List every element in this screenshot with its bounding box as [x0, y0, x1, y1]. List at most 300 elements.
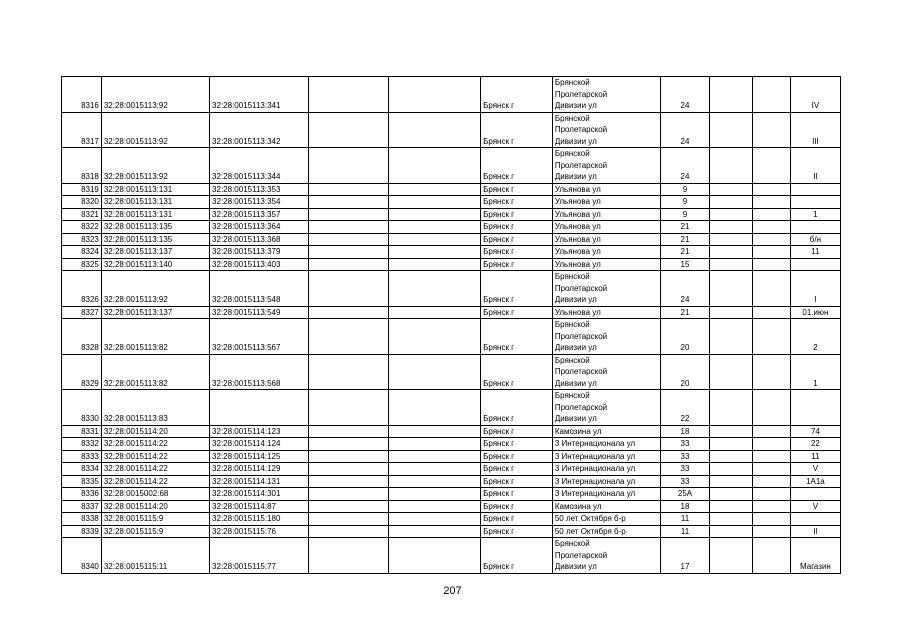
- cadastral-block-cell: 32:28:0015114:22: [101, 463, 209, 476]
- empty-cell: [309, 183, 389, 196]
- street-cell: Ульянова ул: [552, 208, 660, 221]
- row-number-cell: 8323: [62, 233, 102, 246]
- city-cell: Брянск г: [481, 306, 553, 319]
- empty-cell: [709, 258, 752, 271]
- table-row: [62, 148, 841, 184]
- premises-cell: II: [790, 148, 840, 184]
- house-number-cell: 9: [661, 208, 710, 221]
- street-cell: Ульянова ул: [552, 258, 660, 271]
- street-cell: Брянской Пролетарской Дивизии ул: [552, 390, 660, 426]
- house-number-cell: 25А: [661, 488, 710, 501]
- empty-cell: [753, 475, 791, 488]
- cadastral-number-cell: 32:28:0015113:344: [210, 148, 309, 184]
- empty-cell: [753, 208, 791, 221]
- table-row: [62, 513, 841, 526]
- row-number-cell: 8336: [62, 488, 102, 501]
- empty-cell: [388, 77, 480, 113]
- street-cell: Камозина ул: [552, 425, 660, 438]
- premises-cell: 1А1а: [790, 475, 840, 488]
- empty-cell: [753, 425, 791, 438]
- empty-cell: [709, 488, 752, 501]
- street-cell: 3 Интернационала ул: [552, 463, 660, 476]
- table-row: [62, 525, 841, 538]
- house-number-cell: 18: [661, 425, 710, 438]
- city-cell: Брянск г: [481, 183, 553, 196]
- empty-cell: [388, 148, 480, 184]
- empty-cell: [309, 271, 389, 307]
- city-cell: Брянск г: [481, 438, 553, 451]
- cadastral-block-cell: 32:28:0015113:83: [101, 390, 209, 426]
- row-number-cell: 8338: [62, 513, 102, 526]
- table-row: [62, 196, 841, 209]
- row-number-cell: 8334: [62, 463, 102, 476]
- house-number-cell: 22: [661, 390, 710, 426]
- cadastral-block-cell: 32:28:0015113:131: [101, 183, 209, 196]
- street-cell: Брянской Пролетарской Дивизии ул: [552, 319, 660, 355]
- row-number-cell: 8333: [62, 450, 102, 463]
- city-cell: Брянск г: [481, 148, 553, 184]
- empty-cell: [388, 425, 480, 438]
- row-number-cell: 8321: [62, 208, 102, 221]
- table-row: [62, 208, 841, 221]
- street-cell: Ульянова ул: [552, 196, 660, 209]
- cadastral-number-cell: 32:28:0015113:364: [210, 221, 309, 234]
- empty-cell: [309, 438, 389, 451]
- cadastral-number-cell: 32:28:0015115:76: [210, 525, 309, 538]
- row-number-cell: 8316: [62, 77, 102, 113]
- city-cell: Брянск г: [481, 221, 553, 234]
- house-number-cell: 21: [661, 233, 710, 246]
- premises-cell: [790, 183, 840, 196]
- city-cell: Брянск г: [481, 112, 553, 148]
- row-number-cell: 8324: [62, 246, 102, 259]
- cadastral-block-cell: 32:28:0015113:137: [101, 306, 209, 319]
- empty-cell: [709, 525, 752, 538]
- row-number-cell: 8317: [62, 112, 102, 148]
- table-row: [62, 488, 841, 501]
- house-number-cell: 9: [661, 196, 710, 209]
- cadastral-number-cell: 32:28:0015114:87: [210, 500, 309, 513]
- city-cell: Брянск г: [481, 208, 553, 221]
- cadastral-block-cell: 32:28:0015113:131: [101, 196, 209, 209]
- street-cell: Брянской Пролетарской Дивизии ул: [552, 271, 660, 307]
- city-cell: Брянск г: [481, 77, 553, 113]
- empty-cell: [309, 221, 389, 234]
- city-cell: Брянск г: [481, 488, 553, 501]
- table-row: [62, 246, 841, 259]
- premises-cell: 1: [790, 354, 840, 390]
- street-cell: 3 Интернационала ул: [552, 475, 660, 488]
- empty-cell: [753, 183, 791, 196]
- city-cell: Брянск г: [481, 450, 553, 463]
- city-cell: Брянск г: [481, 500, 553, 513]
- table-row: [62, 500, 841, 513]
- empty-cell: [709, 319, 752, 355]
- premises-cell: 01.июн: [790, 306, 840, 319]
- empty-cell: [753, 450, 791, 463]
- cadastral-number-cell: 32:28:0015113:353: [210, 183, 309, 196]
- cadastral-number-cell: 32:28:0015114:123: [210, 425, 309, 438]
- empty-cell: [388, 354, 480, 390]
- street-cell: 3 Интернационала ул: [552, 450, 660, 463]
- premises-cell: 2: [790, 319, 840, 355]
- cadastral-block-cell: 32:28:0015115:9: [101, 525, 209, 538]
- cadastral-block-cell: 32:28:0015114:20: [101, 500, 209, 513]
- empty-cell: [388, 233, 480, 246]
- empty-cell: [753, 488, 791, 501]
- empty-cell: [309, 148, 389, 184]
- street-cell: Брянской Пролетарской Дивизии ул: [552, 148, 660, 184]
- table-row: [62, 475, 841, 488]
- row-number-cell: 8337: [62, 500, 102, 513]
- premises-cell: б/н: [790, 233, 840, 246]
- empty-cell: [388, 112, 480, 148]
- premises-cell: V: [790, 500, 840, 513]
- empty-cell: [309, 258, 389, 271]
- empty-cell: [309, 319, 389, 355]
- empty-cell: [753, 271, 791, 307]
- street-cell: Ульянова ул: [552, 233, 660, 246]
- cadastral-block-cell: 32:28:0015113:92: [101, 112, 209, 148]
- empty-cell: [709, 233, 752, 246]
- empty-cell: [388, 221, 480, 234]
- cadastral-number-cell: 32:28:0015113:549: [210, 306, 309, 319]
- row-number-cell: 8340: [62, 538, 102, 574]
- cadastral-number-cell: 32:28:0015115:180: [210, 513, 309, 526]
- premises-cell: [790, 258, 840, 271]
- empty-cell: [388, 450, 480, 463]
- empty-cell: [388, 183, 480, 196]
- empty-cell: [709, 246, 752, 259]
- city-cell: Брянск г: [481, 233, 553, 246]
- table-row: [62, 77, 841, 113]
- empty-cell: [753, 233, 791, 246]
- premises-cell: III: [790, 112, 840, 148]
- street-cell: 50 лет Октября б-р: [552, 513, 660, 526]
- empty-cell: [709, 183, 752, 196]
- cadastral-number-cell: 32:28:0015113:341: [210, 77, 309, 113]
- empty-cell: [753, 306, 791, 319]
- table-row: [62, 538, 841, 574]
- house-number-cell: 21: [661, 221, 710, 234]
- table-row: [62, 271, 841, 307]
- premises-cell: 11: [790, 450, 840, 463]
- city-cell: Брянск г: [481, 513, 553, 526]
- table-row: [62, 354, 841, 390]
- cadastral-number-cell: 32:28:0015113:567: [210, 319, 309, 355]
- street-cell: Ульянова ул: [552, 221, 660, 234]
- premises-cell: [790, 488, 840, 501]
- empty-cell: [753, 148, 791, 184]
- street-cell: Ульянова ул: [552, 183, 660, 196]
- cadastral-block-cell: 32:28:0015113:92: [101, 77, 209, 113]
- house-number-cell: 33: [661, 450, 710, 463]
- empty-cell: [753, 513, 791, 526]
- empty-cell: [753, 354, 791, 390]
- empty-cell: [709, 271, 752, 307]
- empty-cell: [709, 500, 752, 513]
- premises-cell: 11: [790, 246, 840, 259]
- row-number-cell: 8326: [62, 271, 102, 307]
- house-number-cell: 11: [661, 513, 710, 526]
- premises-cell: [790, 513, 840, 526]
- city-cell: Брянск г: [481, 525, 553, 538]
- empty-cell: [709, 112, 752, 148]
- empty-cell: [309, 196, 389, 209]
- city-cell: Брянск г: [481, 354, 553, 390]
- empty-cell: [388, 438, 480, 451]
- empty-cell: [753, 77, 791, 113]
- empty-cell: [709, 196, 752, 209]
- cadastral-number-cell: 32:28:0015113:357: [210, 208, 309, 221]
- empty-cell: [753, 500, 791, 513]
- row-number-cell: 8329: [62, 354, 102, 390]
- cadastral-number-cell: 32:28:0015114:131: [210, 475, 309, 488]
- premises-cell: IV: [790, 77, 840, 113]
- cadastral-number-cell: 32:28:0015113:403: [210, 258, 309, 271]
- empty-cell: [709, 77, 752, 113]
- table-row: [62, 221, 841, 234]
- empty-cell: [709, 513, 752, 526]
- empty-cell: [309, 463, 389, 476]
- street-cell: Брянской Пролетарской Дивизии ул: [552, 77, 660, 113]
- premises-cell: Магазин: [790, 538, 840, 574]
- empty-cell: [709, 306, 752, 319]
- city-cell: Брянск г: [481, 425, 553, 438]
- cadastral-number-cell: 32:28:0015113:354: [210, 196, 309, 209]
- empty-cell: [709, 438, 752, 451]
- empty-cell: [753, 258, 791, 271]
- empty-cell: [753, 221, 791, 234]
- empty-cell: [709, 463, 752, 476]
- empty-cell: [388, 319, 480, 355]
- city-cell: Брянск г: [481, 390, 553, 426]
- street-cell: 3 Интернационала ул: [552, 438, 660, 451]
- premises-cell: [790, 221, 840, 234]
- table-row: [62, 425, 841, 438]
- empty-cell: [753, 390, 791, 426]
- house-number-cell: 18: [661, 500, 710, 513]
- empty-cell: [388, 488, 480, 501]
- premises-cell: 74: [790, 425, 840, 438]
- table-row: [62, 450, 841, 463]
- house-number-cell: 21: [661, 246, 710, 259]
- table-row: [62, 438, 841, 451]
- cadastral-block-cell: 32:28:0015113:92: [101, 271, 209, 307]
- house-number-cell: 33: [661, 438, 710, 451]
- city-cell: Брянск г: [481, 271, 553, 307]
- cadastral-number-cell: 32:28:0015113:368: [210, 233, 309, 246]
- house-number-cell: 15: [661, 258, 710, 271]
- street-cell: Камозина ул: [552, 500, 660, 513]
- house-number-cell: 11: [661, 525, 710, 538]
- premises-cell: [790, 196, 840, 209]
- empty-cell: [388, 246, 480, 259]
- cadastral-number-cell: 32:28:0015113:568: [210, 354, 309, 390]
- empty-cell: [309, 525, 389, 538]
- table-row: [62, 183, 841, 196]
- cadastral-block-cell: 32:28:0015114:22: [101, 438, 209, 451]
- row-number-cell: 8328: [62, 319, 102, 355]
- empty-cell: [388, 306, 480, 319]
- empty-cell: [709, 221, 752, 234]
- empty-cell: [309, 475, 389, 488]
- empty-cell: [388, 538, 480, 574]
- row-number-cell: 8318: [62, 148, 102, 184]
- cadastral-number-cell: [210, 390, 309, 426]
- property-table: [61, 76, 841, 574]
- city-cell: Брянск г: [481, 319, 553, 355]
- empty-cell: [388, 196, 480, 209]
- cadastral-block-cell: 32:28:0015113:82: [101, 319, 209, 355]
- empty-cell: [309, 450, 389, 463]
- city-cell: Брянск г: [481, 196, 553, 209]
- empty-cell: [709, 475, 752, 488]
- empty-cell: [753, 196, 791, 209]
- empty-cell: [309, 246, 389, 259]
- empty-cell: [753, 319, 791, 355]
- empty-cell: [709, 425, 752, 438]
- empty-cell: [309, 233, 389, 246]
- street-cell: Брянской Пролетарской Дивизии ул: [552, 538, 660, 574]
- cadastral-number-cell: 32:28:0015113:342: [210, 112, 309, 148]
- house-number-cell: 33: [661, 475, 710, 488]
- cadastral-number-cell: 32:28:0015114:129: [210, 463, 309, 476]
- row-number-cell: 8331: [62, 425, 102, 438]
- empty-cell: [309, 354, 389, 390]
- empty-cell: [388, 475, 480, 488]
- empty-cell: [388, 271, 480, 307]
- row-number-cell: 8325: [62, 258, 102, 271]
- street-cell: 50 лет Октября б-р: [552, 525, 660, 538]
- cadastral-block-cell: 32:28:0015113:131: [101, 208, 209, 221]
- cadastral-block-cell: 32:28:0015114:22: [101, 475, 209, 488]
- house-number-cell: 20: [661, 319, 710, 355]
- empty-cell: [388, 513, 480, 526]
- cadastral-block-cell: 32:28:0015113:92: [101, 148, 209, 184]
- empty-cell: [753, 438, 791, 451]
- house-number-cell: 33: [661, 463, 710, 476]
- empty-cell: [753, 538, 791, 574]
- row-number-cell: 8339: [62, 525, 102, 538]
- empty-cell: [309, 500, 389, 513]
- cadastral-block-cell: 32:28:0015113:135: [101, 221, 209, 234]
- row-number-cell: 8332: [62, 438, 102, 451]
- cadastral-number-cell: 32:28:0015113:379: [210, 246, 309, 259]
- premises-cell: 22: [790, 438, 840, 451]
- empty-cell: [309, 208, 389, 221]
- premises-cell: II: [790, 525, 840, 538]
- street-cell: Ульянова ул: [552, 306, 660, 319]
- premises-cell: V: [790, 463, 840, 476]
- empty-cell: [388, 500, 480, 513]
- cadastral-block-cell: 32:28:0015114:20: [101, 425, 209, 438]
- street-cell: Брянской Пролетарской Дивизии ул: [552, 112, 660, 148]
- cadastral-block-cell: 32:28:0015115:9: [101, 513, 209, 526]
- row-number-cell: 8320: [62, 196, 102, 209]
- empty-cell: [309, 390, 389, 426]
- empty-cell: [388, 390, 480, 426]
- city-cell: Брянск г: [481, 246, 553, 259]
- city-cell: Брянск г: [481, 475, 553, 488]
- street-cell: Брянской Пролетарской Дивизии ул: [552, 354, 660, 390]
- house-number-cell: 9: [661, 183, 710, 196]
- house-number-cell: 20: [661, 354, 710, 390]
- empty-cell: [309, 513, 389, 526]
- row-number-cell: 8327: [62, 306, 102, 319]
- house-number-cell: 21: [661, 306, 710, 319]
- empty-cell: [709, 450, 752, 463]
- empty-cell: [309, 77, 389, 113]
- cadastral-number-cell: 32:28:0015113:548: [210, 271, 309, 307]
- empty-cell: [388, 463, 480, 476]
- house-number-cell: 24: [661, 148, 710, 184]
- table-row: [62, 319, 841, 355]
- row-number-cell: 8335: [62, 475, 102, 488]
- row-number-cell: 8319: [62, 183, 102, 196]
- empty-cell: [388, 525, 480, 538]
- empty-cell: [709, 208, 752, 221]
- empty-cell: [753, 112, 791, 148]
- cadastral-block-cell: 32:28:0015115:11: [101, 538, 209, 574]
- house-number-cell: 24: [661, 112, 710, 148]
- cadastral-block-cell: 32:28:0015113:140: [101, 258, 209, 271]
- cadastral-block-cell: 32:28:0015113:137: [101, 246, 209, 259]
- house-number-cell: 24: [661, 77, 710, 113]
- empty-cell: [388, 208, 480, 221]
- empty-cell: [309, 488, 389, 501]
- premises-cell: [790, 390, 840, 426]
- empty-cell: [753, 463, 791, 476]
- empty-cell: [753, 246, 791, 259]
- row-number-cell: 8322: [62, 221, 102, 234]
- row-number-cell: 8330: [62, 390, 102, 426]
- cadastral-block-cell: 32:28:0015113:82: [101, 354, 209, 390]
- premises-cell: I: [790, 271, 840, 307]
- table-row: [62, 233, 841, 246]
- house-number-cell: 24: [661, 271, 710, 307]
- empty-cell: [709, 354, 752, 390]
- cadastral-number-cell: 32:28:0015114:301: [210, 488, 309, 501]
- empty-cell: [709, 538, 752, 574]
- city-cell: Брянск г: [481, 463, 553, 476]
- cadastral-block-cell: 32:28:0015002:68: [101, 488, 209, 501]
- premises-cell: 1: [790, 208, 840, 221]
- empty-cell: [309, 112, 389, 148]
- table-row: [62, 390, 841, 426]
- table-row: [62, 306, 841, 319]
- house-number-cell: 17: [661, 538, 710, 574]
- table-row: [62, 112, 841, 148]
- city-cell: Брянск г: [481, 258, 553, 271]
- street-cell: 3 Интернационала ул: [552, 488, 660, 501]
- street-cell: Ульянова ул: [552, 246, 660, 259]
- cadastral-number-cell: 32:28:0015114:124: [210, 438, 309, 451]
- empty-cell: [309, 306, 389, 319]
- table-row: [62, 258, 841, 271]
- empty-cell: [388, 258, 480, 271]
- cadastral-block-cell: 32:28:0015113:135: [101, 233, 209, 246]
- empty-cell: [309, 538, 389, 574]
- cadastral-number-cell: 32:28:0015114:125: [210, 450, 309, 463]
- cadastral-number-cell: 32:28:0015115:77: [210, 538, 309, 574]
- city-cell: Брянск г: [481, 538, 553, 574]
- empty-cell: [753, 525, 791, 538]
- empty-cell: [709, 148, 752, 184]
- cadastral-block-cell: 32:28:0015114:22: [101, 450, 209, 463]
- page-number: 207: [443, 585, 462, 597]
- empty-cell: [309, 425, 389, 438]
